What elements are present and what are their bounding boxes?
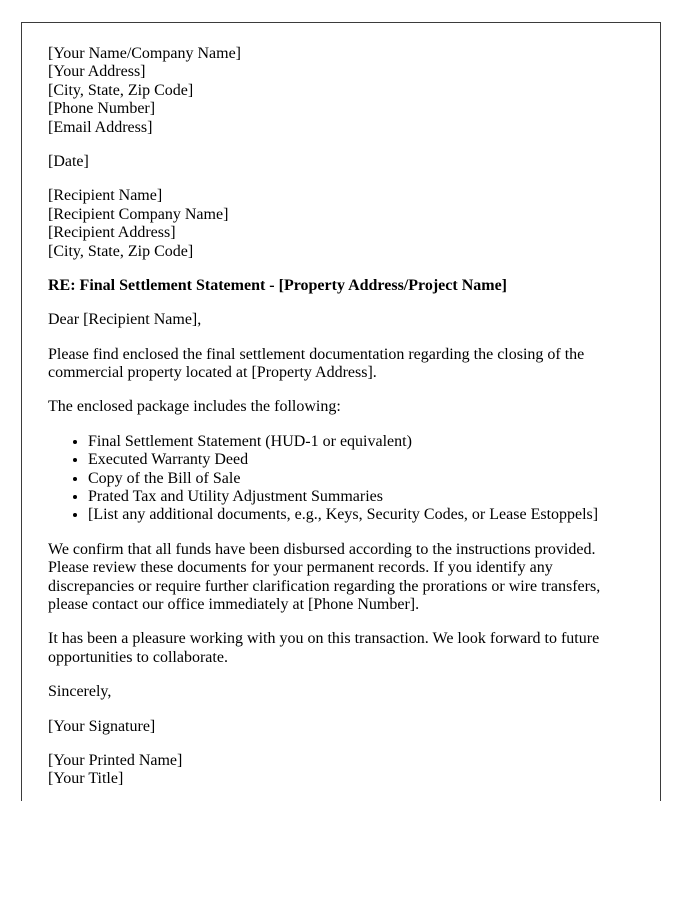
- printed-name-line: [Your Printed Name]: [48, 751, 183, 769]
- sender-address-block: [48, 45, 634, 137]
- enclosure-item: • Copy of the Bill of Sale: [88, 470, 634, 488]
- confirmation-paragraph: We confirm that all funds have been disbursed according to the instructions provided. Please review these documents for your permanent records. If you identify any discrepancies or require further clarification regarding the prorations or wire transfers, please contact our office immediately at [Phone Number].: [48, 540, 601, 613]
- enclosure-item: • Prated Tax and Utility Adjustment Summaries: [88, 488, 634, 506]
- enclosure-item: • Final Settlement Statement (HUD-1 or equivalent): [88, 433, 634, 451]
- sender-address-line: [Your Address]: [48, 63, 146, 81]
- letter-frame: [21, 22, 661, 801]
- recipient-address-block: [48, 187, 634, 261]
- recipient-company-line: [Recipient Company Name]: [48, 205, 229, 223]
- signature-placeholder: [Your Signature]: [48, 717, 156, 735]
- salutation: Dear [Recipient Name],: [48, 311, 202, 329]
- enclosure-item: • Executed Warranty Deed: [88, 451, 634, 469]
- intro-paragraph: Please find enclosed the final settlement documentation regarding the closing of the commercial property located at [Property Address].: [48, 345, 585, 382]
- closing-remark-paragraph: It has been a pleasure working with you on this transaction. We look forward to future opportunities to collaborate.: [48, 630, 600, 666]
- enclosure-list: [48, 433, 634, 525]
- sender-email-line: [Email Address]: [48, 118, 153, 136]
- signature-block: [48, 752, 634, 789]
- valediction: Sincerely,: [48, 683, 112, 701]
- recipient-name-line: [Recipient Name]: [48, 187, 163, 205]
- enclosure-item: • [List any additional documents, e.g., Keys, Security Codes, or Lease Estoppels]: [88, 506, 634, 524]
- title-line: [Your Title]: [48, 770, 124, 788]
- enclosures-intro-paragraph: The enclosed package includes the following:: [48, 398, 341, 416]
- recipient-address-line: [Recipient Address]: [48, 224, 176, 242]
- sender-phone-line: [Phone Number]: [48, 100, 156, 118]
- recipient-city-line: [City, State, Zip Code]: [48, 242, 194, 260]
- date-line: [Date]: [48, 152, 89, 170]
- sender-city-line: [City, State, Zip Code]: [48, 81, 194, 99]
- sender-name-line: [Your Name/Company Name]: [48, 45, 242, 62]
- subject-line: RE: Final Settlement Statement - [Property Address/Project Name]: [48, 276, 507, 294]
